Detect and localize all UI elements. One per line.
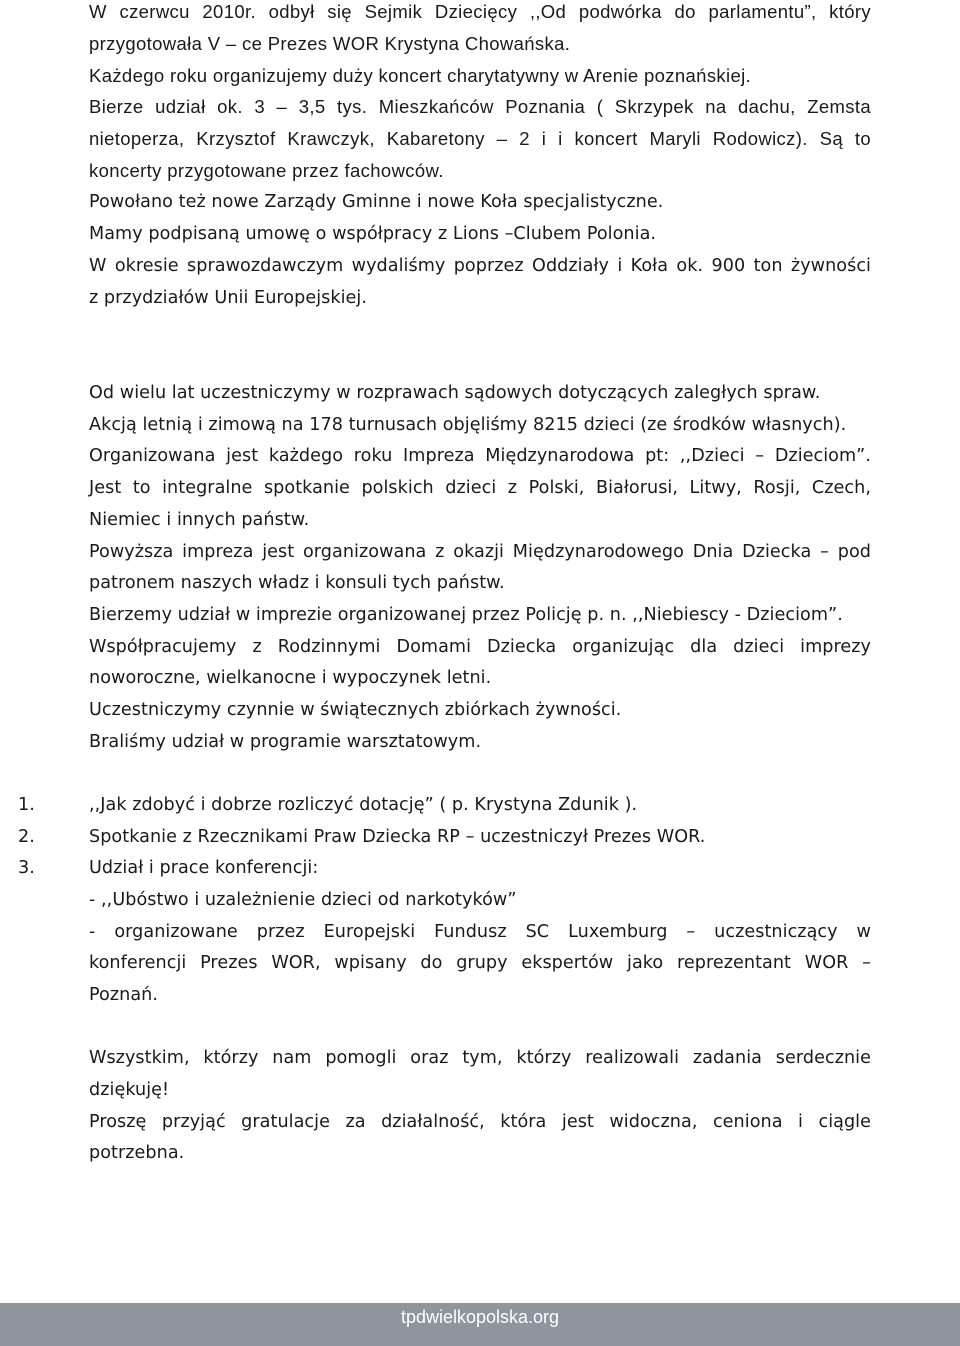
paragraph-line: Każdego roku organizujemy duży koncert charytatywny w Arenie poznańskiej.	[89, 65, 752, 86]
closing-line: Wszystkim, którzy nam pomogli oraz tym, którzy realizowali zadania serdecznie	[89, 1048, 871, 1068]
sub-item-line: konferencji Prezes WOR, wpisany do grupy ekspertów jako reprezentant WOR –	[89, 953, 871, 973]
closing-line: dziękuję!	[89, 1080, 170, 1100]
closing-line: Proszę przyjąć gratulacje za działalność, która jest widoczna, ceniona i ciągle	[89, 1112, 871, 1132]
paragraph-line: W czerwcu 2010r. odbył się Sejmik Dziecięcy ,,Od podwórka do parlamentu”, który	[89, 1, 871, 22]
paragraph-line: W okresie sprawozdawczym wydaliśmy poprzez Oddziały i Koła ok. 900 ton żywności	[89, 256, 871, 276]
sub-item-line: - organizowane przez Europejski Fundusz SC Luxemburg – uczestniczący w	[89, 922, 871, 942]
closing-line: potrzebna.	[89, 1143, 185, 1163]
paragraph-line: Od wielu lat uczestniczymy w rozprawach sądowych dotyczących zaległych spraw.	[89, 383, 821, 403]
paragraph-line: Bierzemy udział w imprezie organizowanej przez Policję p. n. ,,Niebiescy - Dzieciom”.	[89, 605, 843, 625]
paragraph-line: Akcją letnią i zimową na 178 turnusach objęliśmy 8215 dzieci (ze środków własnych).	[89, 415, 847, 435]
paragraph-line: Braliśmy udział w programie warsztatowym.	[89, 732, 482, 752]
paragraph-line: z przydziałów Unii Europejskiej.	[89, 288, 367, 308]
paragraph-line: Niemiec i innych państw.	[89, 510, 310, 530]
list-number: 2.	[18, 827, 35, 847]
paragraph-line: nietoperza, Krzysztof Krawczyk, Kabaretony – 2 i i koncert Maryli Rodowicz). Są to	[89, 128, 871, 149]
list-number: 1.	[18, 795, 35, 815]
sub-item-line: Poznań.	[89, 985, 159, 1005]
paragraph-line: Współpracujemy z Rodzinnymi Domami Dziecka organizując dla dzieci imprezy	[89, 637, 871, 657]
paragraph-line: Powołano też nowe Zarządy Gminne i nowe Koła specjalistyczne.	[89, 192, 664, 212]
paragraph-line: Organizowana jest każdego roku Impreza Międzynarodowa pt: ,,Dzieci – Dzieciom”.	[89, 446, 871, 466]
list-item: ,,Jak zdobyć i dobrze rozliczyć dotację” ( p. Krystyna Zdunik ).	[89, 795, 638, 815]
footer-bar	[0, 1303, 960, 1346]
paragraph-line: noworoczne, wielkanocne i wypoczynek letni.	[89, 668, 492, 688]
paragraph-line: patronem naszych władz i konsuli tych państw.	[89, 573, 505, 593]
paragraph-line: Mamy podpisaną umowę o współpracy z Lions –Clubem Polonia.	[89, 224, 657, 244]
list-number: 3.	[18, 858, 35, 878]
paragraph-line: Uczestniczymy czynnie w świątecznych zbiórkach żywności.	[89, 700, 622, 720]
list-item: Udział i prace konferencji:	[89, 858, 319, 878]
paragraph-line: Powyższa impreza jest organizowana z okazji Międzynarodowego Dnia Dziecka – pod	[89, 542, 871, 562]
paragraph-line: koncerty przygotowane przez fachowców.	[89, 160, 444, 181]
list-item: Spotkanie z Rzecznikami Praw Dziecka RP – uczestniczył Prezes WOR.	[89, 827, 706, 847]
footer-link[interactable]: tpdwielkopolska.org	[400, 1307, 560, 1327]
paragraph-line: przygotowała V – ce Prezes WOR Krystyna Chowańska.	[89, 33, 571, 54]
paragraph-line: Bierze udział ok. 3 – 3,5 tys. Mieszkańców Poznania ( Skrzypek na dachu, Zemsta	[89, 96, 871, 117]
paragraph-line: Jest to integralne spotkanie polskich dzieci z Polski, Białorusi, Litwy, Rosji, Czech,	[89, 478, 871, 498]
sub-item-line: - ,,Ubóstwo i uzależnienie dzieci od narkotyków”	[89, 890, 517, 910]
